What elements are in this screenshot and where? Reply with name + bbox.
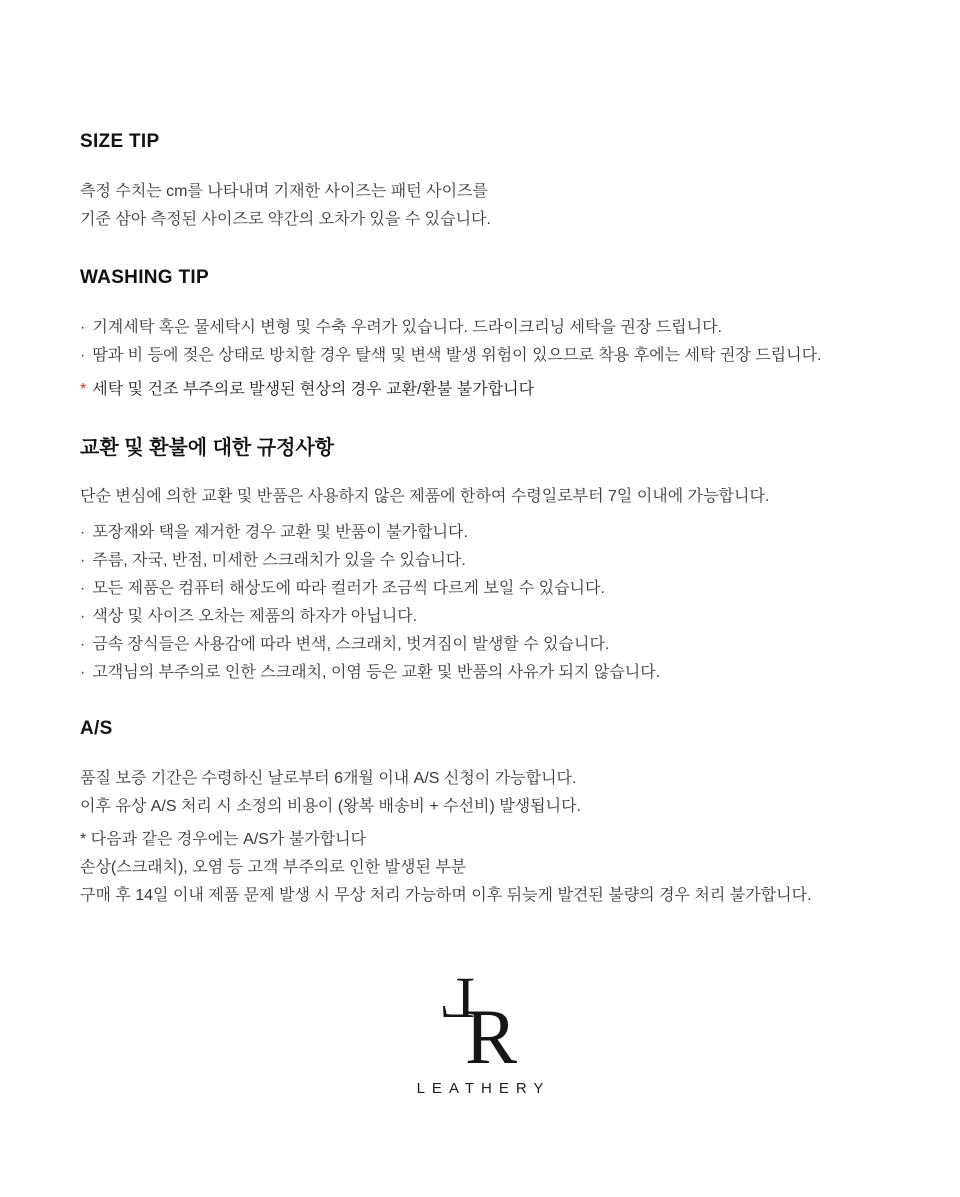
exchange-bullet bbox=[80, 631, 880, 659]
brand-footer bbox=[80, 973, 880, 1097]
section-washing-tip bbox=[80, 267, 880, 404]
section-size-tip bbox=[80, 131, 880, 234]
as-note: 손상(스크래치), 오염 등 고객 부주의로 인한 발생된 부분 bbox=[80, 859, 467, 876]
monogram-letter-r: R bbox=[465, 993, 518, 1069]
exchange-bullet bbox=[80, 575, 880, 603]
washing-tip-bullet-text: 땀과 비 등에 젖은 상태로 방치할 경우 탈색 및 변색 발생 위험이 있으므로 착용 후에는 세탁 권장 드립니다. bbox=[92, 347, 822, 364]
red-asterisk: * bbox=[80, 381, 87, 398]
as-line: 이후 유상 A/S 처리 시 소정의 비용이 (왕복 배송비 + 수선비) 발생됩니다. bbox=[80, 798, 581, 815]
size-tip-line: 측정 수치는 cm를 나타내며 기재한 사이즈는 패턴 사이즈를 bbox=[80, 183, 488, 200]
exchange-bullet bbox=[80, 603, 880, 631]
washing-tip-heading: WASHING TIP bbox=[80, 267, 209, 288]
bullet-dot: · bbox=[80, 608, 86, 625]
as-line: 품질 보증 기간은 수령하신 날로부터 6개월 이내 A/S 신청이 가능합니다. bbox=[80, 770, 577, 787]
bullet-dot: · bbox=[80, 636, 86, 653]
section-exchange-refund bbox=[80, 438, 880, 687]
bullet-dot: · bbox=[80, 319, 86, 336]
exchange-refund-heading: 교환 및 환불에 대한 규정사항 bbox=[80, 437, 335, 459]
exchange-bullet-text: 고객님의 부주의로 인한 스크래치, 이염 등은 교환 및 반품의 사유가 되지 않습니다. bbox=[92, 664, 661, 681]
monogram-letter-l: L bbox=[439, 973, 475, 1030]
exchange-bullet bbox=[80, 547, 880, 575]
size-tip-heading: SIZE TIP bbox=[80, 131, 160, 152]
bullet-dot: · bbox=[80, 347, 86, 364]
brand-monogram-logo bbox=[435, 973, 525, 1069]
bullet-dot: · bbox=[80, 552, 86, 569]
as-note: 구매 후 14일 이내 제품 문제 발생 시 무상 처리 가능하며 이후 뒤늦게 발견된 불량의 경우 처리 불가합니다. bbox=[80, 887, 812, 904]
bullet-dot: · bbox=[80, 524, 86, 541]
washing-tip-bullet bbox=[80, 342, 880, 370]
washing-warning bbox=[80, 376, 880, 404]
washing-tip-bullet bbox=[80, 314, 880, 342]
exchange-refund-intro: 단순 변심에 의한 교환 및 반품은 사용하지 않은 제품에 한하여 수령일로부터 7일 이내에 가능합니다. bbox=[80, 488, 770, 505]
brand-name: LEATHERY bbox=[416, 1080, 551, 1097]
exchange-bullet-text: 주름, 자국, 반점, 미세한 스크래치가 있을 수 있습니다. bbox=[92, 552, 466, 569]
exchange-bullet-text: 색상 및 사이즈 오차는 제품의 하자가 아닙니다. bbox=[92, 608, 418, 625]
bullet-dot: · bbox=[80, 664, 86, 681]
as-heading: A/S bbox=[80, 718, 113, 739]
exchange-bullet-text: 금속 장식들은 사용감에 따라 변색, 스크래치, 벗겨짐이 발생할 수 있습니다. bbox=[92, 636, 610, 653]
exchange-bullet-text: 포장재와 택을 제거한 경우 교환 및 반품이 불가합니다. bbox=[92, 524, 468, 541]
washing-warning-text: 세탁 및 건조 부주의로 발생된 현상의 경우 교환/환불 불가합니다 bbox=[92, 381, 535, 398]
lr-monogram-icon bbox=[435, 973, 525, 1069]
exchange-bullet bbox=[80, 519, 880, 547]
washing-tip-bullet-text: 기계세탁 혹은 물세탁시 변형 및 수축 우려가 있습니다. 드라이크리닝 세탁을 권장 드립니다. bbox=[92, 319, 722, 336]
bullet-dot: · bbox=[80, 580, 86, 597]
exchange-bullet bbox=[80, 659, 880, 687]
as-notes bbox=[80, 826, 880, 910]
exchange-bullet-text: 모든 제품은 컴퓨터 해상도에 따라 컬러가 조금씩 다르게 보일 수 있습니다. bbox=[92, 580, 605, 597]
exchange-refund-bullet-list bbox=[80, 519, 880, 687]
as-note: * 다음과 같은 경우에는 A/S가 불가합니다 bbox=[80, 831, 367, 848]
section-as bbox=[80, 718, 880, 910]
size-tip-line: 기준 삼아 측정된 사이즈로 약간의 오차가 있을 수 있습니다. bbox=[80, 211, 491, 228]
